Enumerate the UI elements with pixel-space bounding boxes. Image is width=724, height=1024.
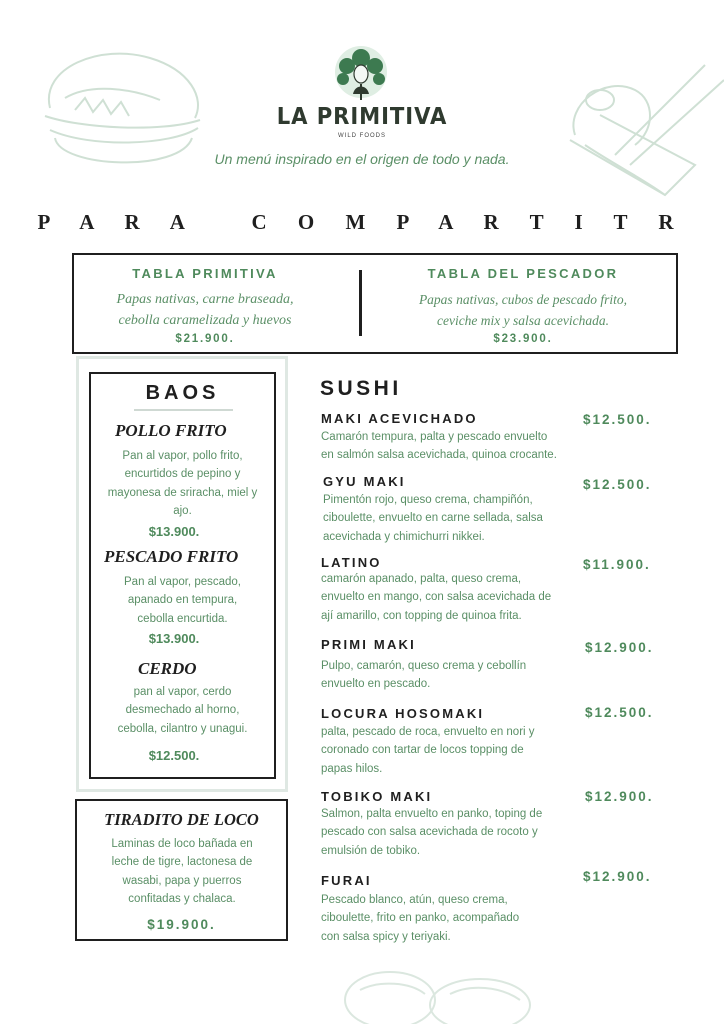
baos-title-rule xyxy=(134,409,233,411)
tiradito-price: $19.900. xyxy=(147,917,216,932)
sushi-item-desc xyxy=(321,723,583,778)
desc-line: en salmón salsa acevichada, quinoa crocante. xyxy=(321,449,557,462)
desc-line: cebolla encurtida. xyxy=(137,612,228,625)
desc-line: papas hilos. xyxy=(321,762,383,775)
desc-line: Laminas de loco bañada en xyxy=(111,838,253,850)
bao-price: $13.900. xyxy=(148,524,200,539)
desc-line: cebolla, cilantro y unagui. xyxy=(117,722,248,735)
bao-desc xyxy=(92,447,273,520)
sushi-item-name: MAKI ACEVICHADO xyxy=(321,411,478,426)
sushi-title: SUSHI xyxy=(320,377,402,400)
desc-line: encurtidos de pepino y xyxy=(124,468,241,481)
desc-line: cebolla caramelizada y huevos xyxy=(118,313,292,328)
desc-line: ají amarillo, con topping de quinoa frita. xyxy=(321,609,522,622)
desc-line: coronado con tartar de locos topping de xyxy=(321,744,524,757)
desc-line: palta, pescado de roca, envuelto en nori y xyxy=(321,726,535,738)
brand-name: LA PRIMITIVA xyxy=(276,104,448,130)
sushi-item-price: $12.900. xyxy=(585,789,654,804)
sushi-item-name: FURAI xyxy=(321,873,372,888)
sushi-item-desc xyxy=(323,491,585,546)
sushi-item-price: $12.500. xyxy=(583,412,652,427)
desc-line: Salmon, palta envuelto en panko, toping de xyxy=(321,808,543,820)
desc-line: ajo. xyxy=(173,504,192,517)
share-item xyxy=(90,266,320,345)
desc-line: Camarón tempura, palta y pescado envuelto xyxy=(321,431,548,443)
sushi-item-desc xyxy=(321,570,583,625)
bao-desc xyxy=(92,683,273,738)
bao-desc xyxy=(92,573,273,628)
sushi-item-price: $12.900. xyxy=(585,640,654,655)
desc-line: Papas nativas, carne braseada, xyxy=(116,292,294,307)
brand-subtitle: WILD FOODS xyxy=(337,133,386,139)
bao-name: POLLO FRITO xyxy=(115,421,227,440)
desc-line: con salsa spicy y teriyaki. xyxy=(321,930,451,943)
baos-title: BAOS xyxy=(145,382,220,404)
desc-line: Pescado blanco, atún, queso crema, xyxy=(321,894,508,906)
desc-line: desmechado al horno, xyxy=(125,704,240,717)
share-item-name: TABLA PRIMITIVA xyxy=(132,266,278,281)
share-section-title: P A R A C O M P A R T I T R xyxy=(37,210,687,234)
desc-line: acevichada y chimichurri nikkei. xyxy=(323,530,485,543)
desc-line: camarón apanado, palta, queso crema, xyxy=(321,573,522,585)
desc-line: mayonesa de sriracha, miel y xyxy=(107,486,258,499)
desc-line: Pimentón rojo, queso crema, champiñón, xyxy=(323,494,533,506)
desc-line: wasabi, papa y puerros xyxy=(122,874,242,887)
tagline: Un menú inspirado en el origen de todo y nada. xyxy=(214,151,510,167)
sushi-item-desc xyxy=(321,891,583,946)
tree-woman-logo-icon xyxy=(331,44,391,102)
desc-line: pan al vapor, cerdo xyxy=(133,686,232,698)
sushi-item-price: $12.500. xyxy=(583,477,652,492)
sushi-item-price: $11.900. xyxy=(583,557,651,572)
sushi-item-name: GYU MAKI xyxy=(323,474,406,489)
share-item xyxy=(385,266,661,345)
desc-line: emulsión de tobiko. xyxy=(321,844,421,857)
desc-line: envuelto en mango, con salsa acevichada de xyxy=(321,591,552,604)
desc-line: confitadas y chalaca. xyxy=(128,892,236,905)
share-item-desc xyxy=(90,289,320,331)
desc-line: Pan al vapor, pescado, xyxy=(124,576,241,588)
desc-line: pescado con salsa acevichada de rocoto y xyxy=(321,826,538,839)
tiradito-name: TIRADITO DE LOCO xyxy=(104,810,259,829)
sushi-item-desc xyxy=(321,805,583,860)
share-item-desc xyxy=(385,289,661,331)
desc-line: ciboulette, envuelto en carne sellada, salsa xyxy=(323,512,543,525)
bao-name: CERDO xyxy=(138,659,197,678)
sushi-item-name: LATINO xyxy=(321,555,382,570)
sushi-item-desc xyxy=(321,428,586,465)
desc-line: envuelto en pescado. xyxy=(321,678,431,691)
bao-price: $13.900. xyxy=(148,631,200,646)
desc-line: Pulpo, camarón, queso crema y cebollín xyxy=(321,660,527,672)
sushi-chopsticks-sketch-icon xyxy=(555,45,724,215)
tiradito-desc xyxy=(82,835,282,908)
bowl-sketch-icon xyxy=(330,960,550,1024)
desc-line: ciboulette, frito en panko, acompañado xyxy=(321,912,520,925)
desc-line: Pan al vapor, pollo frito, xyxy=(122,450,243,462)
sushi-item-price: $12.900. xyxy=(583,869,652,884)
bao-price: $12.500. xyxy=(148,748,200,763)
bao-name: PESCADO FRITO xyxy=(104,547,239,566)
desc-line: leche de tigre, lactonesa de xyxy=(111,856,253,869)
sushi-item-desc xyxy=(321,657,583,694)
desc-line: Papas nativas, cubos de pescado frito, xyxy=(418,292,628,307)
share-item-name: TABLA DEL PESCADOR xyxy=(427,266,619,281)
share-item-price: $23.900. xyxy=(493,333,553,345)
desc-line: apanado en tempura, xyxy=(127,594,238,607)
share-item-price: $21.900. xyxy=(175,333,235,345)
share-divider xyxy=(359,270,362,336)
sushi-item-name: TOBIKO MAKI xyxy=(321,789,433,804)
sushi-item-price: $12.500. xyxy=(585,705,654,720)
sushi-item-name: LOCURA HOSOMAKI xyxy=(321,706,485,721)
sushi-item-name: PRIMI MAKI xyxy=(321,637,416,652)
desc-line: ceviche mix y salsa acevichada. xyxy=(436,313,610,328)
